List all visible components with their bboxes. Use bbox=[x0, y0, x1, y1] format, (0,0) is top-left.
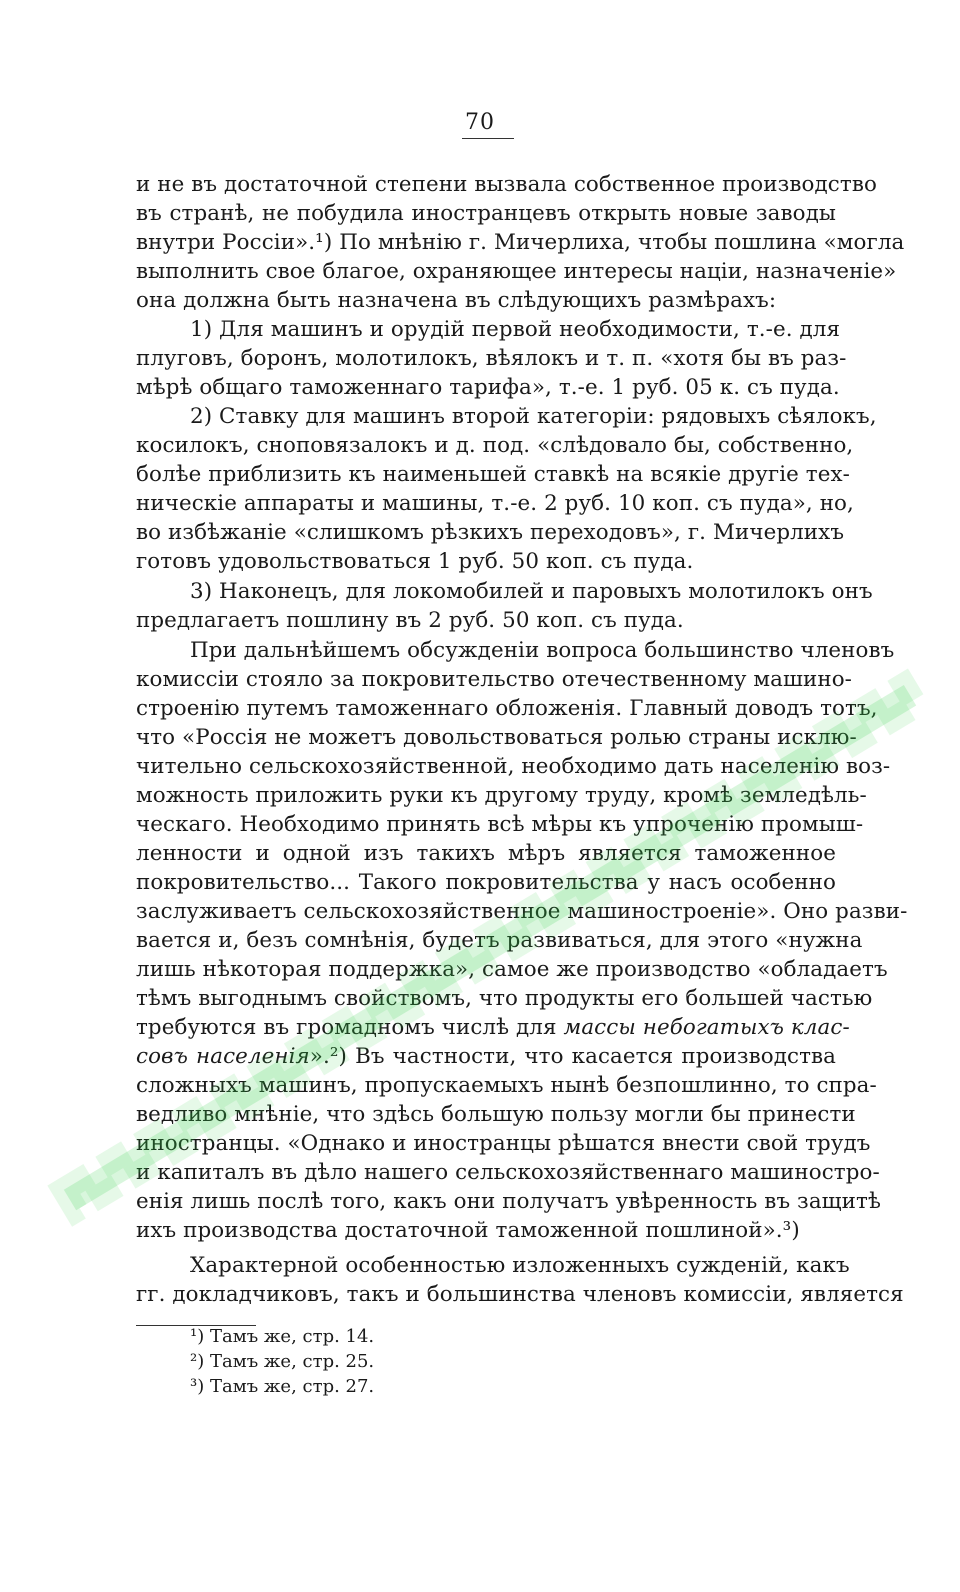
text-line: плуговъ, боронъ, молотилокъ, вѣялокъ и т. п. «хотя бы въ раз- bbox=[136, 346, 847, 371]
text-span: ».²) Въ частности, что касается производства bbox=[309, 1044, 836, 1069]
text-line: сложныхъ машинъ, пропускаемыхъ нынѣ безпошлинно, то спра- bbox=[136, 1073, 877, 1098]
text-line-mixed bbox=[136, 1042, 836, 1071]
text-line: комиссіи стояло за покровительство отечественному машино- bbox=[136, 667, 853, 692]
text-line: готовъ удовольствоваться 1 руб. 50 коп. съ пуда. bbox=[136, 549, 694, 574]
text-span: требуются въ громадномъ числѣ для bbox=[136, 1015, 557, 1040]
page-number: 70 bbox=[465, 110, 495, 135]
text-line: въ странѣ, не побудила иностранцевъ открыть новые заводы bbox=[136, 201, 836, 226]
text-line: лишь нѣкоторая поддержка», самое же производство «обладаетъ bbox=[136, 957, 888, 982]
text-line: что «Россія не можетъ довольствоваться ролью страны исклю- bbox=[136, 725, 857, 750]
text-line: иностранцы. «Однако и иностранцы рѣшатся внести свой трудъ bbox=[136, 1131, 871, 1156]
text-line: во избѣжаніе «слишкомъ рѣзкихъ переходовъ», г. Мичерлихъ bbox=[136, 520, 845, 545]
text-line: 3) Наконецъ, для локомобилей и паровыхъ молотилокъ онъ bbox=[190, 579, 873, 604]
text-line-mixed bbox=[136, 1013, 850, 1042]
text-line: енія лишь послѣ того, какъ они получатъ увѣренность въ защитѣ bbox=[136, 1189, 881, 1214]
text-line: вается и, безъ сомнѣнія, будетъ развиваться, для этого «нужна bbox=[136, 928, 863, 953]
text-line: 2) Ставку для машинъ второй категоріи: рядовыхъ сѣялокъ, bbox=[190, 404, 877, 429]
text-line: выполнить свое благое, охраняющее интересы націи, назначеніе» bbox=[136, 259, 897, 284]
italic-span: массы небогатыхъ клас- bbox=[563, 1015, 850, 1040]
text-line: Характерной особенностью изложенныхъ сужденій, какъ bbox=[190, 1253, 850, 1278]
footnote: ³) Тамъ же, стр. 27. bbox=[190, 1376, 375, 1397]
italic-span: совъ населенія bbox=[136, 1044, 310, 1069]
page-number-underline bbox=[462, 138, 514, 139]
text-line: косилокъ, сноповязалокъ и д. под. «слѣдовало бы, собственно, bbox=[136, 433, 854, 458]
text-line: гг. докладчиковъ, такъ и большинства членовъ комиссіи, является bbox=[136, 1282, 904, 1307]
text-line: и не въ достаточной степени вызвала собственное производство bbox=[136, 172, 877, 197]
text-line: чительно сельскохозяйственной, необходимо дать населенію воз- bbox=[136, 754, 891, 779]
text-line: ческаго. Необходимо принять всѣ мѣры къ упроченію промыш- bbox=[136, 812, 864, 837]
text-line: тѣмъ выгоднымъ свойствомъ, что продукты его большей частью bbox=[136, 986, 873, 1011]
text-line: ленности и одной изъ такихъ мѣръ является таможенное bbox=[136, 841, 836, 866]
text-line: 1) Для машинъ и орудій первой необходимости, т.-е. для bbox=[190, 317, 841, 342]
text-line: ведливо мнѣніе, что здѣсь большую пользу могли бы принести bbox=[136, 1102, 856, 1127]
text-line: и капиталъ въ дѣло нашего сельскохозяйственнаго машиностро- bbox=[136, 1160, 880, 1185]
text-line: внутри Россіи».¹) По мнѣнію г. Мичерлиха, чтобы пошлина «могла bbox=[136, 230, 905, 255]
text-line: заслуживаетъ сельскохозяйственное машиностроеніе». Оно разви- bbox=[136, 899, 908, 924]
text-line: мѣрѣ общаго таможеннаго тарифа», т.-е. 1 руб. 05 к. съ пуда. bbox=[136, 375, 840, 400]
text-line: ихъ производства достаточной таможенной пошлиной».³) bbox=[136, 1218, 800, 1243]
text-line: При дальнѣйшемъ обсужденіи вопроса большинство членовъ bbox=[190, 638, 895, 663]
text-line: предлагаетъ пошлину въ 2 руб. 50 коп. съ пуда. bbox=[136, 608, 684, 633]
text-line: покровительство... Такого покровительства у насъ особенно bbox=[136, 870, 836, 895]
text-line: она должна быть назначена въ слѣдующихъ размѣрахъ: bbox=[136, 288, 777, 313]
footnote: ²) Тамъ же, стр. 25. bbox=[190, 1351, 375, 1372]
text-line: можность приложить руки къ другому труду, кромѣ земледѣль- bbox=[136, 783, 867, 808]
footnote: ¹) Тамъ же, стр. 14. bbox=[190, 1326, 375, 1347]
text-line: ническіе аппараты и машины, т.-е. 2 руб. 10 коп. съ пуда», но, bbox=[136, 491, 854, 516]
text-line: строенію путемъ таможеннаго обложенія. Главный доводъ тотъ, bbox=[136, 696, 878, 721]
text-line: болѣе приблизить къ наименьшей ставкѣ на всякіе другіе тех- bbox=[136, 462, 850, 487]
